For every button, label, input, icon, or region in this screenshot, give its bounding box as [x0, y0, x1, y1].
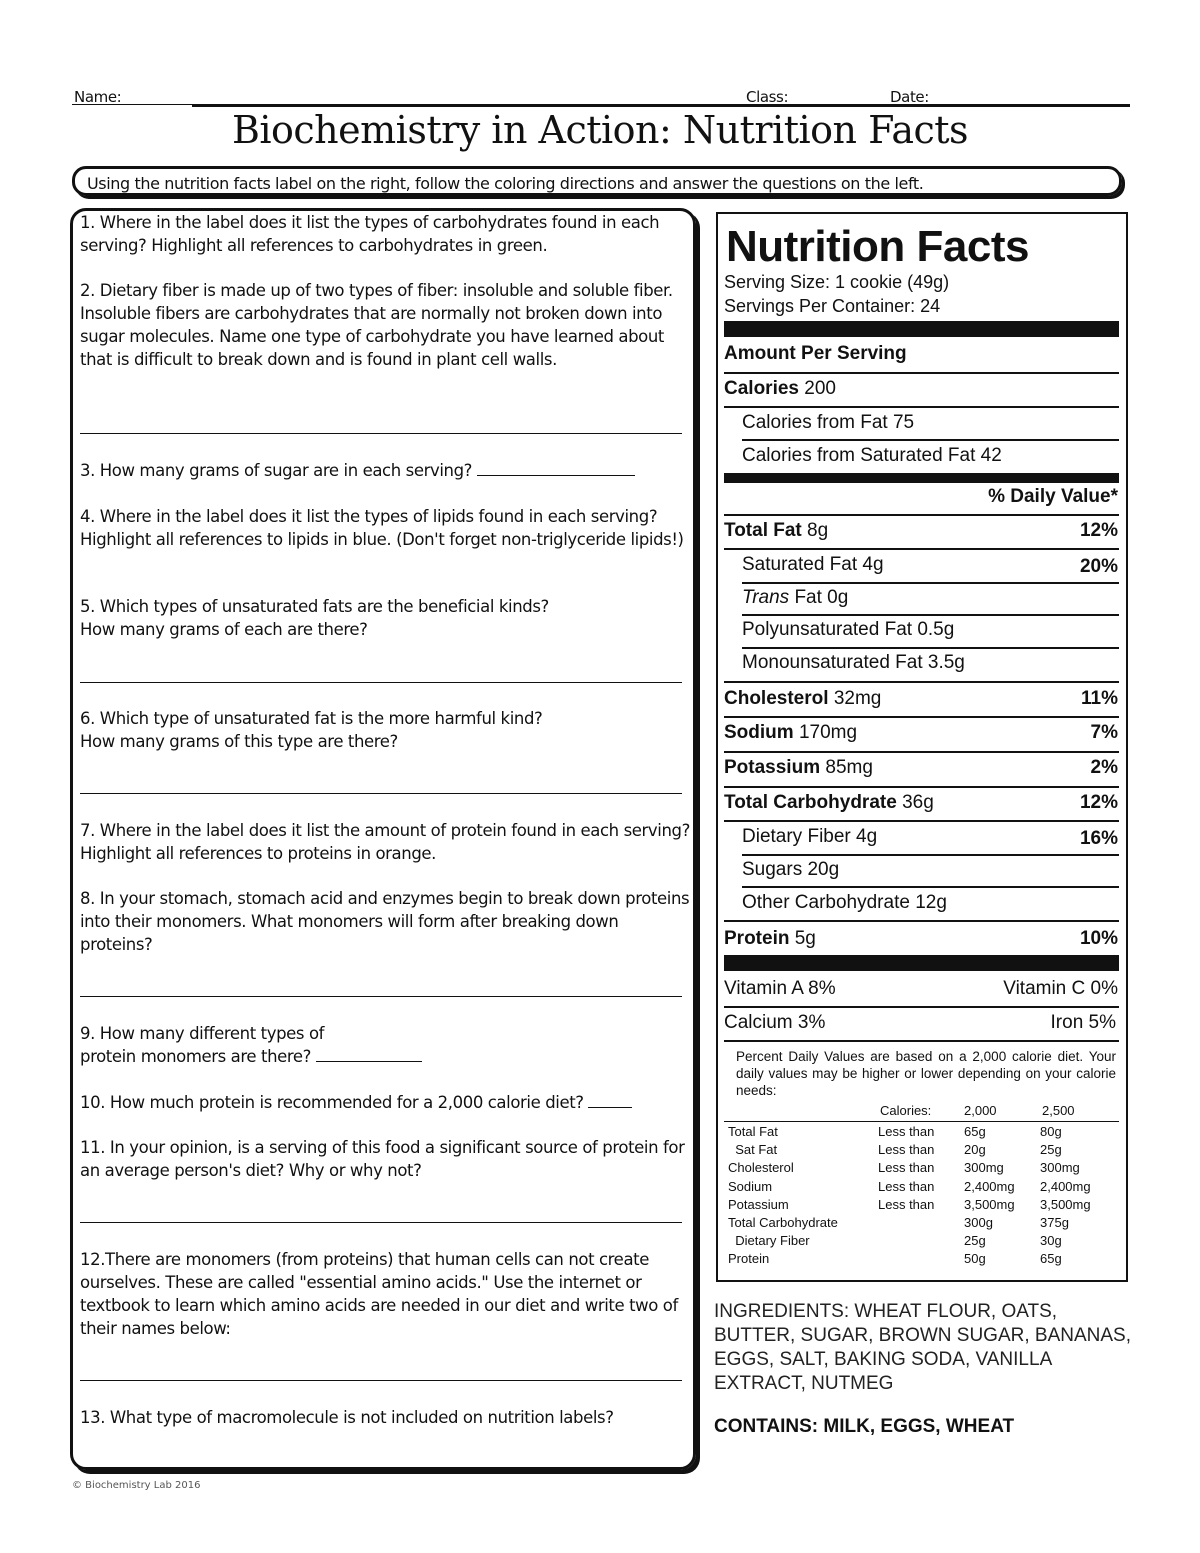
sodium-label: Sodium — [724, 722, 794, 743]
header-rule — [192, 104, 1130, 107]
sugars: Sugars 20g — [742, 859, 840, 880]
daily-value-footnote: Percent Daily Values are based on a 2,000 calorie diet. Your daily values may be higher or lower depending on your calorie needs: — [736, 1049, 1116, 1098]
carb-label: Total Carbohydrate — [724, 792, 897, 813]
potassium-pct: 2% — [1090, 757, 1118, 778]
cholesterol-value: 32mg — [833, 688, 882, 709]
nutrition-title: Nutrition Facts — [726, 222, 1029, 271]
table-row — [728, 1233, 1118, 1251]
dv-row-2000: 2,400mg — [964, 1178, 1015, 1194]
cholesterol-pct: 11% — [1081, 688, 1118, 709]
rule — [742, 439, 1119, 441]
rule — [724, 786, 1119, 788]
dv-row-name: Sodium — [728, 1178, 773, 1194]
dv-row-2500: 2,400mg — [1040, 1178, 1091, 1194]
trans-value: Fat 0g — [794, 587, 849, 608]
rule — [724, 681, 1119, 683]
table-row — [728, 1215, 1118, 1233]
iron: Iron 5% — [1050, 1012, 1116, 1033]
rule — [724, 1006, 1119, 1008]
date-label: Date: — [890, 88, 929, 106]
question-7: 7. Where in the label does it list the amount of protein found in each serving? Highlight all references to proteins in orange. — [80, 821, 690, 863]
carb-value: 36g — [902, 792, 934, 813]
thick-bar-1 — [724, 321, 1119, 337]
rule — [724, 1040, 1119, 1042]
vitamin-a: Vitamin A 8% — [724, 978, 836, 999]
copyright: © Biochemistry Lab 2016 — [72, 1480, 201, 1491]
sodium-pct: 7% — [1090, 722, 1118, 743]
dv-row-2500: 300mg — [1040, 1160, 1080, 1176]
rule — [724, 548, 1119, 550]
answer-line-11[interactable] — [80, 1222, 682, 1223]
calories-from-fat: Calories from Fat 75 — [742, 412, 915, 433]
question-6b: How many grams of this type are there? — [80, 732, 398, 751]
dv-row-name: Sat Fat — [728, 1142, 778, 1158]
question-4: 4. Where in the label does it list the types of lipids found in each serving? Highlight all references to lipids in blue. (Don't forget non-triglyceride lipids!) — [80, 507, 684, 549]
dv-row-name: Dietary Fiber — [728, 1233, 810, 1249]
total-fat-pct: 12% — [1079, 520, 1118, 541]
dv-row-cond — [878, 1251, 964, 1269]
name-label: Name: — [74, 88, 122, 106]
vitamin-c: Vitamin C 0% — [1003, 978, 1118, 999]
page-title: Biochemistry in Action: Nutrition Facts — [231, 108, 969, 152]
dv-row-name: Protein — [728, 1251, 770, 1267]
ingredients: INGREDIENTS: WHEAT FLOUR, OATS, BUTTER, SUGAR, BROWN SUGAR, BANANAS, EGGS, SALT, BAKING SODA, VANILLA EXTRACT, NUTMEG — [714, 1301, 1131, 1394]
dv-row-2500: 30g — [1040, 1233, 1062, 1249]
cholesterol-label: Cholesterol — [724, 688, 829, 709]
name-field-line[interactable] — [72, 104, 192, 105]
poly-fat: Polyunsaturated Fat 0.5g — [742, 619, 955, 640]
dv-row-2000: 50g — [964, 1251, 986, 1267]
dv-table-2000-header: 2,000 — [964, 1103, 997, 1118]
dv-table-2500-header: 2,500 — [1042, 1103, 1075, 1118]
dv-row-cond: Less than — [878, 1160, 935, 1176]
servings-per-container: Servings Per Container: 24 — [724, 296, 941, 316]
question-13: 13. What type of macromolecule is not included on nutrition labels? — [80, 1408, 614, 1427]
calories-from-sat-fat: Calories from Saturated Fat 42 — [742, 445, 1002, 466]
dv-row-2500: 80g — [1040, 1124, 1062, 1139]
dv-row-2000: 20g — [964, 1142, 986, 1158]
dv-row-cond — [878, 1215, 964, 1233]
question-1: 1. Where in the label does it list the types of carbohydrates found in each serving? Highlight all references to carbohydrates in green. — [80, 213, 660, 255]
carb-row — [724, 792, 934, 814]
dv-row-cond: Less than — [878, 1142, 935, 1158]
total-fat-label: Total Fat — [724, 520, 802, 541]
dv-row-name: Total Carbohydrate — [728, 1214, 838, 1230]
question-2: 2. Dietary fiber is made up of two types of fiber: insoluble and soluble fiber. Insoluble fibers are carbohydrates that are normally not broken down into sugar molecules. Name one type of carbohydrate you have learned about that is difficult to break down and is found in plant cell walls. — [80, 281, 673, 369]
question-11: 11. In your opinion, is a serving of this food a significant source of protein for an average person's diet? Why or why not? — [80, 1138, 685, 1180]
class-label: Class: — [746, 88, 789, 106]
thick-bar-3 — [724, 955, 1119, 971]
rule — [742, 647, 1119, 649]
total-fat-value: 8g — [807, 520, 829, 541]
sodium-value: 170mg — [798, 722, 858, 743]
rule — [742, 886, 1119, 888]
sodium-row — [724, 722, 857, 744]
dv-row-2500: 375g — [1040, 1214, 1069, 1230]
potassium-label: Potassium — [724, 757, 821, 778]
dv-table — [728, 1124, 1118, 1270]
question-8: 8. In your stomach, stomach acid and enzymes begin to break down proteins into their monomers. What monomers will form after breaking down proteins? — [80, 889, 690, 954]
answer-line-8[interactable] — [80, 996, 682, 997]
rule — [724, 751, 1119, 753]
rule — [742, 854, 1119, 856]
table-row — [728, 1124, 1118, 1142]
answer-line-3[interactable] — [477, 461, 635, 476]
question-9b — [80, 1045, 690, 1068]
question-10-text: 10. How much protein is recommended for a 2,000 calorie diet? — [80, 1093, 584, 1112]
question-5a: 5. Which types of unsaturated fats are the beneficial kinds? — [80, 597, 549, 616]
answer-line-2[interactable] — [80, 433, 682, 434]
table-row — [728, 1160, 1118, 1178]
dv-row-2500: 25g — [1040, 1142, 1062, 1158]
dv-row-2000: 300g — [964, 1214, 993, 1230]
answer-line-6[interactable] — [80, 793, 682, 794]
dv-row-name: Cholesterol — [728, 1160, 794, 1176]
question-6a: 6. Which type of unsaturated fat is the more harmful kind? — [80, 709, 543, 728]
rule — [724, 716, 1119, 718]
total-fat-row — [724, 520, 828, 542]
dv-row-cond: Less than — [878, 1196, 935, 1212]
trans-fat — [742, 587, 848, 609]
dv-row-2000: 3,500mg — [964, 1196, 1015, 1212]
fiber-pct: 16% — [1079, 828, 1118, 849]
answer-line-5[interactable] — [80, 682, 682, 683]
daily-value-header: % Daily Value* — [988, 486, 1118, 507]
dv-row-2000: 65g — [964, 1124, 986, 1139]
carb-pct: 12% — [1079, 792, 1118, 813]
answer-line-10[interactable] — [588, 1093, 632, 1108]
rule — [724, 406, 1119, 408]
table-row — [728, 1197, 1118, 1215]
sat-fat-pct: 20% — [1079, 556, 1118, 577]
rule — [724, 920, 1119, 922]
question-12: 12.There are monomers (from proteins) that human cells can not create ourselves. These are called "essential amino acids." Use the internet or textbook to learn which amino acids are needed in our diet and write two of their names below: — [80, 1250, 678, 1338]
answer-line-12[interactable] — [80, 1380, 682, 1381]
question-10 — [80, 1091, 690, 1114]
thick-bar-2 — [724, 473, 1119, 483]
dv-row-name: Total Fat — [728, 1124, 778, 1139]
dv-row-name: Potassium — [728, 1196, 789, 1212]
dv-row-cond — [878, 1233, 964, 1251]
serving-size: Serving Size: 1 cookie (49g) — [724, 272, 950, 292]
question-3 — [80, 459, 690, 482]
other-carb: Other Carbohydrate 12g — [742, 892, 947, 913]
protein-value: 5g — [794, 928, 816, 949]
rule — [724, 820, 1119, 822]
mono-fat: Monounsaturated Fat 3.5g — [742, 652, 965, 673]
question-9a: 9. How many different types of — [80, 1024, 325, 1043]
dv-table-calories-header: Calories: — [880, 1103, 932, 1118]
sat-fat: Saturated Fat 4g — [742, 554, 884, 575]
amount-per-serving: Amount Per Serving — [724, 343, 907, 364]
rule — [724, 372, 1119, 374]
protein-row — [724, 928, 816, 950]
question-5b: How many grams of each are there? — [80, 620, 368, 639]
table-row — [728, 1251, 1118, 1269]
rule — [742, 582, 1119, 584]
fiber: Dietary Fiber 4g — [742, 826, 878, 847]
potassium-row — [724, 757, 873, 779]
protein-pct: 10% — [1079, 928, 1118, 949]
table-row — [728, 1179, 1118, 1197]
rule — [724, 1121, 1119, 1122]
calcium: Calcium 3% — [724, 1012, 826, 1033]
trans-label: Trans — [742, 587, 790, 608]
dv-row-cond: Less than — [878, 1124, 935, 1139]
potassium-value: 85mg — [825, 757, 873, 778]
allergen-contains: CONTAINS: MILK, EGGS, WHEAT — [714, 1416, 1015, 1437]
dv-row-2500: 65g — [1040, 1251, 1062, 1267]
protein-label: Protein — [724, 928, 790, 949]
calories-value: 200 — [804, 378, 836, 399]
calories-label: Calories — [724, 378, 799, 399]
question-9-text: protein monomers are there? — [80, 1047, 312, 1066]
answer-line-9[interactable] — [316, 1047, 422, 1062]
rule — [724, 514, 1119, 516]
instructions-box: Using the nutrition facts label on the right, follow the coloring directions and answer the questions on the left. — [72, 166, 1122, 196]
table-row — [728, 1142, 1118, 1160]
calories-row — [724, 378, 836, 400]
dv-row-2000: 25g — [964, 1233, 986, 1249]
dv-row-cond: Less than — [878, 1178, 935, 1194]
dv-row-2000: 300mg — [964, 1160, 1004, 1176]
rule — [742, 614, 1119, 616]
cholesterol-row — [724, 688, 881, 710]
dv-row-2500: 3,500mg — [1040, 1196, 1091, 1212]
question-3-text: 3. How many grams of sugar are in each serving? — [80, 461, 473, 480]
